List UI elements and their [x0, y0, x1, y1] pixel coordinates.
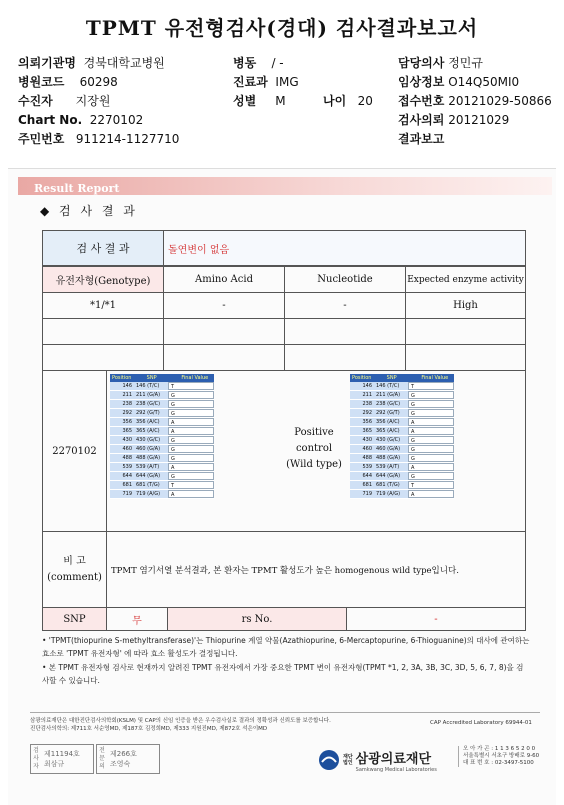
snp-table-cell: 211 (G/A) — [134, 391, 168, 399]
footer-divider — [30, 712, 540, 713]
snp-table-cell: 365 — [110, 427, 134, 435]
snp-table-cell: G — [168, 409, 214, 417]
snp-table-cell: 681 — [110, 481, 134, 489]
snp-table-header-cell: Position — [352, 375, 372, 381]
empty-cell — [42, 344, 164, 371]
snp-table-cell: 460 — [350, 445, 374, 453]
positive-control-label: Positive control (Wild type) — [286, 427, 342, 470]
snp-table-cell: G — [168, 445, 214, 453]
snp-table-cell: 719 (A/G) — [374, 490, 408, 498]
empty-cell — [284, 344, 406, 371]
snp-table-cell: 146 — [350, 382, 374, 390]
snp-table-cell: 292 (G/T) — [374, 409, 408, 417]
snp-table-row — [350, 427, 454, 436]
snp-table-cell: T — [408, 382, 454, 390]
snp-table-cell: 356 — [110, 418, 134, 426]
snp-table-row — [350, 409, 454, 418]
snp-table-row — [110, 418, 214, 427]
result-label-cell: 검 사 결 과 — [42, 230, 164, 266]
amino-value: - — [163, 292, 285, 319]
snp-table-cell: A — [408, 463, 454, 471]
snp-table-cell: G — [408, 472, 454, 480]
snp-table-cell: 681 (T/G) — [374, 481, 408, 489]
logo-subtitle: Samkwang Medical Laboratories — [355, 766, 437, 773]
result-value: 돌연변이 없음 — [168, 244, 230, 256]
banner-text: Result Report — [34, 182, 120, 195]
snp-value: 무 — [132, 615, 142, 627]
footer-line2: 진단검사의학의: 제711호 서순영MD, 제187호 김정희MD, 제333 지원진MD, 제872호 석은이MD — [30, 726, 268, 732]
snp-table-header — [350, 374, 454, 382]
snp-table-cell: T — [168, 481, 214, 489]
doctor-value: 정민규 — [448, 56, 483, 70]
snp-table-cell: 488 (G/A) — [134, 454, 168, 462]
examiner-stamp-number: 제11194호 — [44, 750, 80, 758]
snp-table-row — [350, 418, 454, 427]
rs-value: - — [434, 613, 438, 625]
snp-table-cell: G — [168, 391, 214, 399]
snp-table-cell: 238 (G/C) — [374, 400, 408, 408]
examiner-stamp-name: 최삼규 — [44, 760, 65, 768]
snp-table-cell: G — [408, 454, 454, 462]
institution-value: 경북대학교병원 — [83, 56, 165, 70]
snp-table-cell: 146 (T/C) — [134, 382, 168, 390]
snp-table-cell: G — [408, 445, 454, 453]
snp-table-cell: A — [168, 463, 214, 471]
snp-table-cell: 356 (A/C) — [374, 418, 408, 426]
sex-label: 성별 — [233, 94, 257, 108]
snp-table-cell: 211 — [350, 391, 374, 399]
comment-label: 비 고 (comment) — [42, 531, 107, 608]
resident-label: 주민번호 — [18, 132, 65, 146]
note-tpmt: • 'TPMT(thiopurine S-methyltransferase)'는 Thiopurine 계열 약물(Azathiopurine, 6-Mercaptopurine, 6-Thioguanine)의 대사에 관여하는 효소로 'TPMT 유전자형' 에 따라 효소 활성도가 결정됩니다. — [42, 636, 530, 658]
snp-table-cell: 356 — [350, 418, 374, 426]
snp-table-cell: 488 — [110, 454, 134, 462]
comment-value: TPMT 염기서열 분석결과, 본 환자는 TPMT 활성도가 높은 homogenous wild type입니다. — [106, 531, 526, 608]
empty-cell — [405, 344, 526, 371]
snp-table-cell: 356 (A/C) — [134, 418, 168, 426]
snp-table-cell: 211 (G/A) — [374, 391, 408, 399]
snp-table-cell: 719 — [110, 490, 134, 498]
snp-table-cell: A — [408, 427, 454, 435]
request-label: 검사의뢰 — [398, 113, 445, 127]
patient-label: 수진자 — [18, 94, 53, 108]
snp-table-cell: G — [168, 472, 214, 480]
snp-table-cell: 644 — [350, 472, 374, 480]
snp-table-cell: 146 — [110, 382, 134, 390]
snp-table-cell: 238 — [110, 400, 134, 408]
age-label: 나이 — [323, 94, 347, 108]
clinical-label: 임상정보 — [398, 75, 445, 89]
samkwang-logo — [318, 744, 468, 776]
snp-table-cell: 644 — [110, 472, 134, 480]
empty-cell — [163, 344, 285, 371]
snp-table-row — [110, 463, 214, 472]
sample-id: 2270102 — [42, 370, 107, 532]
snp-table-cell: 719 — [350, 490, 374, 498]
snp-table-cell: 488 — [350, 454, 374, 462]
chart-label: Chart No. — [18, 113, 83, 127]
nucleotide-value: - — [284, 292, 406, 319]
snp-table-cell: 644 (G/A) — [374, 472, 408, 480]
col-activity-header: Expected enzyme activity — [405, 266, 526, 293]
col-nucleotide-header: Nucleotide — [284, 266, 406, 293]
snp-table-row — [350, 481, 454, 490]
resident-value: 911214-1127710 — [75, 132, 180, 146]
snp-table-row — [110, 445, 214, 454]
snp-table-row — [110, 382, 214, 391]
snp-table-row — [350, 400, 454, 409]
specialist-stamp-number: 제266호 — [110, 750, 137, 758]
snp-table-cell: 460 — [110, 445, 134, 453]
snp-table-cell: 238 — [350, 400, 374, 408]
specialist-stamp-role: 전문의 — [99, 747, 105, 770]
snp-table-cell: G — [408, 400, 454, 408]
snp-table-row — [110, 481, 214, 490]
age-value: 20 — [357, 94, 373, 108]
snp-table-row — [350, 391, 454, 400]
empty-cell — [163, 318, 285, 345]
snp-table-cell: 539 (A/T) — [374, 463, 408, 471]
dept-label: 진료과 — [233, 75, 268, 89]
snp-table-cell: G — [168, 400, 214, 408]
snp-table-cell: 211 — [110, 391, 134, 399]
patient-info-block — [18, 54, 558, 149]
snp-table-cell: G — [408, 409, 454, 417]
snp-table-cell: G — [408, 436, 454, 444]
doctor-label: 담당의사 — [398, 56, 445, 70]
snp-table-cell: G — [168, 436, 214, 444]
snp-table-cell: 365 (A/C) — [134, 427, 168, 435]
snp-table-cell: 430 (G/C) — [374, 436, 408, 444]
snp-table-cell: 539 — [350, 463, 374, 471]
snp-table-row — [110, 400, 214, 409]
snp-table-cell: A — [168, 427, 214, 435]
snp-table-row — [110, 409, 214, 418]
logo-prefix: 재단 법인 — [343, 754, 353, 766]
snp-table-cell: 460 (G/A) — [134, 445, 168, 453]
snp-table-cell: 365 (A/C) — [374, 427, 408, 435]
snp-table-cell: 719 (A/G) — [134, 490, 168, 498]
snp-table-cell: 539 — [110, 463, 134, 471]
snp-table-cell: 681 (T/G) — [134, 481, 168, 489]
chart-value: 2270102 — [89, 113, 144, 127]
snp-table-cell: A — [408, 418, 454, 426]
ward-value: / - — [271, 56, 284, 70]
snp-table-cell: A — [168, 490, 214, 498]
snp-table-cell: 292 — [110, 409, 134, 417]
contact-info: 오 아 가 곤 : 1 1 3 6 5 2 0 0 서울특별시 서초구 방배로 9-60 대 표 번 호 : 02-3497-5100 — [458, 746, 539, 767]
snp-table-cell: 644 (G/A) — [134, 472, 168, 480]
logo-name: 삼광의료재단 — [355, 751, 432, 767]
snp-table-row — [110, 490, 214, 499]
request-value: 20121029 — [448, 113, 510, 127]
snp-table-cell: 539 (A/T) — [134, 463, 168, 471]
snp-table-cell: 292 — [350, 409, 374, 417]
snp-table-row — [350, 490, 454, 499]
snp-table-header-cell: Final Value — [181, 375, 209, 381]
snp-table-cell: 146 (T/C) — [374, 382, 408, 390]
logo-emblem-icon — [318, 749, 340, 771]
patient-value: 지장원 — [75, 94, 111, 108]
empty-cell — [284, 318, 406, 345]
snp-table-row — [350, 454, 454, 463]
snp-table-row — [350, 382, 454, 391]
clinical-value: O14Q50MI0 — [448, 75, 520, 89]
snp-table-cell: A — [168, 418, 214, 426]
receipt-label: 접수번호 — [398, 94, 445, 108]
dept-value: IMG — [275, 75, 299, 89]
snp-value-cell — [106, 607, 168, 631]
institution-label: 의뢰기관명 — [18, 56, 76, 70]
snp-table-header-cell: SNP — [386, 375, 397, 381]
ward-label: 병동 — [233, 56, 257, 70]
snp-table-cell: 488 (G/A) — [374, 454, 408, 462]
control-snp-table — [350, 374, 454, 499]
section-heading: ◆ 검 사 결 과 — [40, 204, 138, 218]
specialist-stamp — [96, 744, 160, 774]
examiner-stamp-role: 검사자 — [33, 747, 39, 770]
result-report-banner — [18, 177, 552, 195]
snp-table-cell: G — [408, 391, 454, 399]
sex-value: M — [275, 94, 286, 108]
snp-table-row — [350, 436, 454, 445]
snp-table-cell: 460 (G/A) — [374, 445, 408, 453]
examiner-stamp — [30, 744, 94, 774]
snp-table-cell: T — [408, 481, 454, 489]
empty-cell — [42, 318, 164, 345]
sample-snp-table — [110, 374, 214, 499]
snp-table-cell: G — [168, 454, 214, 462]
snp-table-header — [110, 374, 214, 382]
snp-table-cell: 430 (G/C) — [134, 436, 168, 444]
snp-table-row — [350, 472, 454, 481]
empty-cell — [405, 318, 526, 345]
result-value-cell — [163, 230, 526, 266]
snp-table-header-cell: Final Value — [421, 375, 449, 381]
snp-table-cell: 238 (G/C) — [134, 400, 168, 408]
snp-table-row — [110, 436, 214, 445]
report-title: TPMT 유전형검사(경대) 검사결과보고서 — [85, 16, 479, 40]
genotype-value: *1/*1 — [42, 292, 164, 319]
snp-table-row — [110, 454, 214, 463]
result-label: 결과보고 — [398, 132, 445, 146]
snp-table-header-cell: Position — [112, 375, 132, 381]
snp-table-cell: 365 — [350, 427, 374, 435]
receipt-value: 20121029-50866 — [448, 94, 552, 108]
col-amino-header: Amino Acid — [163, 266, 285, 293]
snp-table-row — [110, 472, 214, 481]
col-genotype-header: 유전자형(Genotype) — [42, 266, 164, 293]
snp-table-header-cell: SNP — [146, 375, 157, 381]
hospital-code-label: 병원코드 — [18, 75, 65, 89]
cap-accreditation: CAP Accredited Laboratory 69944-01 — [430, 720, 532, 726]
rs-value-cell — [346, 607, 526, 631]
snp-label: SNP — [42, 607, 107, 631]
snp-table-cell: 430 — [110, 436, 134, 444]
rs-label: rs No. — [167, 607, 347, 631]
footer-line1: 삼광의료재단은 대한진단검사의학회(KSLM) 및 CAP의 신임 인증을 받은 우수검사실로 결과의 정확성과 신뢰도를 보증합니다. — [30, 718, 331, 724]
snp-table-row — [110, 391, 214, 400]
snp-table-cell: 292 (G/T) — [134, 409, 168, 417]
note-genotypes: • 본 TPMT 유전자형 검사로 현재까지 알려진 TPMT 유전자에서 가장 중요한 TPMT 변이 유전자형(TPMT *1, 2, 3A, 3B, 3C, 3D, 5, 6, 7, 8)을 검사할 수 있습니다. — [42, 663, 524, 685]
activity-value: High — [405, 292, 526, 319]
snp-table-cell: 681 — [350, 481, 374, 489]
snp-table-cell: A — [408, 490, 454, 498]
specialist-stamp-name: 조영숙 — [110, 760, 131, 768]
snp-table-row — [350, 445, 454, 454]
snp-table-row — [110, 427, 214, 436]
hospital-code-value: 60298 — [79, 75, 118, 89]
snp-table-cell: 430 — [350, 436, 374, 444]
snp-table-cell: T — [168, 382, 214, 390]
snp-table-row — [350, 463, 454, 472]
